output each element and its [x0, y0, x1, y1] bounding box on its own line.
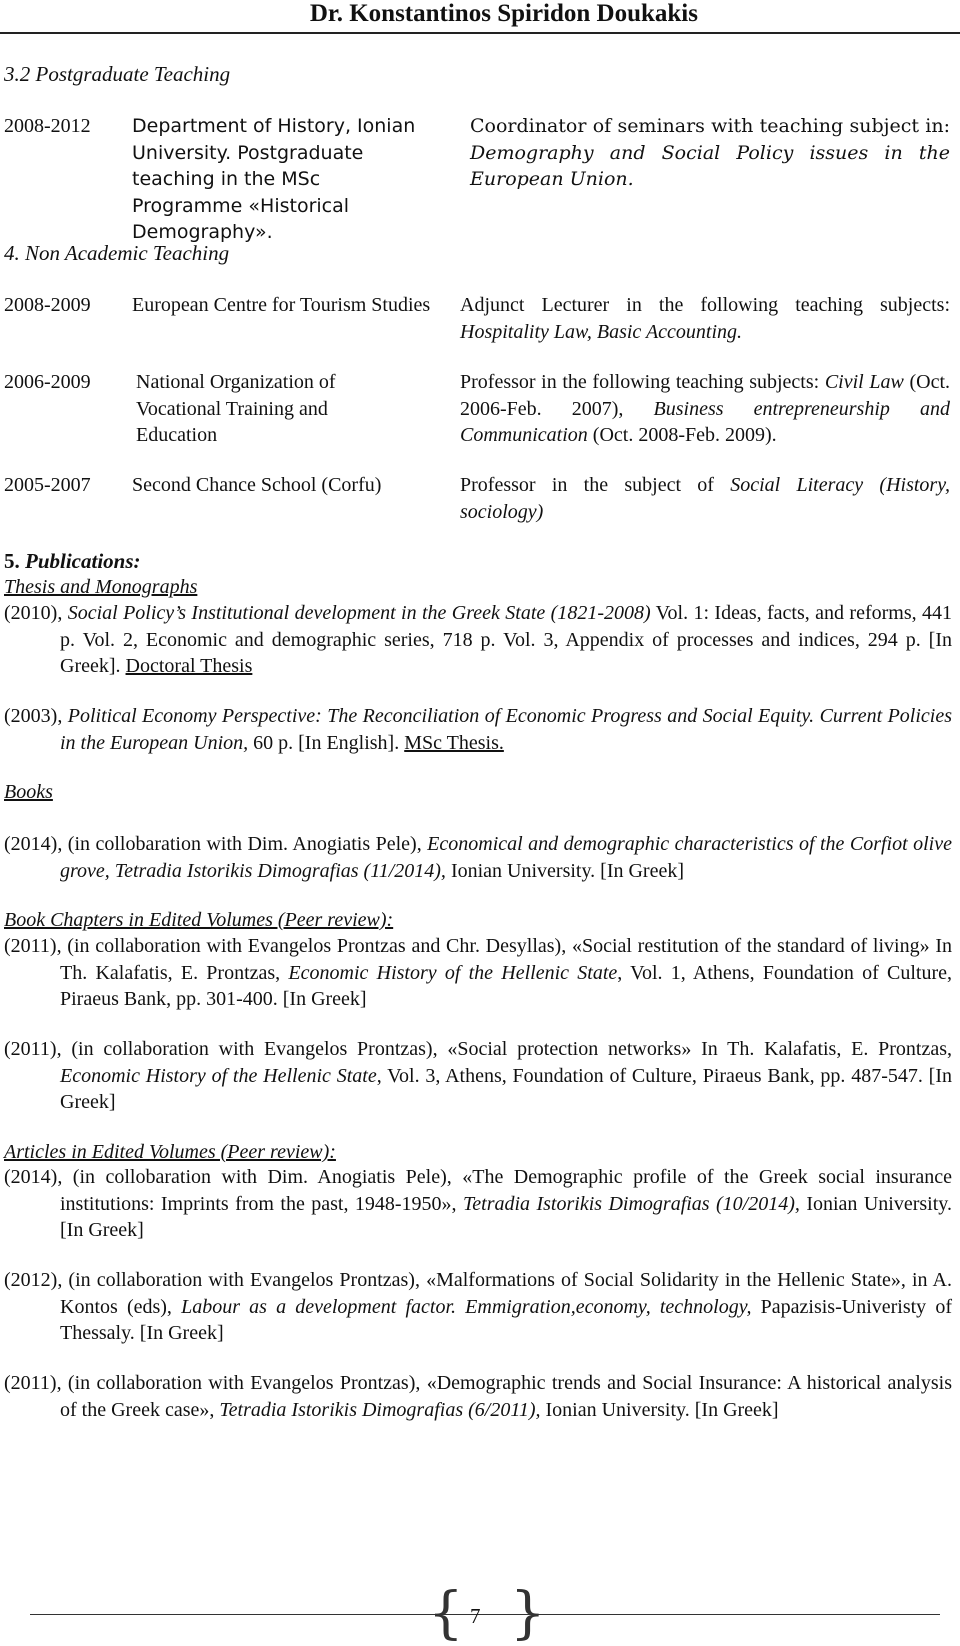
postgrad-desc-subject: Demography and Social Policy issues in the European Union. [470, 141, 950, 190]
postgrad-year: 2008-2012 [4, 115, 91, 137]
thesis-2-type: MSc Thesis. [404, 731, 504, 754]
thesis-1-details: Vol. 1: Ideas, facts, and reforms, 441 p. Vol. 2, Economic and demographic series, 718 p. Vol. 3, Appendix of processes and indices, 294 p. [In Greek]. [60, 602, 952, 677]
nonacad-desc-2-a: Professor in the following teaching subjects: [460, 371, 825, 393]
publications-label: Publications: [25, 549, 141, 573]
article-3-journal: Tetradia Istorikis Dimografias (6/2011), [219, 1398, 541, 1421]
header-rule [0, 32, 960, 34]
chapters-heading: Book Chapters in Edited Volumes (Peer review): [4, 909, 394, 931]
chapter-entry-2 [4, 1036, 952, 1116]
articles-heading: Articles in Edited Volumes (Peer review): [4, 1141, 336, 1163]
article-3-details: Ionian University. [In Greek] [540, 1398, 779, 1421]
left-brace-ornament: { [428, 1581, 464, 1646]
article-entry-1 [4, 1164, 952, 1244]
chapter-2-authors: (2011), (in collaboration with Evangelos Prontzas), «Social protection networks» In Th. Kalafatis, E. Prontzas, [4, 1038, 952, 1060]
nonacad-year-2: 2006-2009 [4, 371, 91, 393]
thesis-1-type: Doctoral Thesis [125, 655, 253, 677]
article-entry-2 [4, 1267, 952, 1347]
article-2-details: Papazisis-Univeristy of Thessaly. [In Greek] [60, 1295, 952, 1344]
postgrad-description [470, 113, 950, 193]
nonacad-desc-3-b: Social Literacy (History, sociology) [460, 474, 950, 523]
page-header [0, 0, 960, 36]
thesis-entry-2 [4, 703, 952, 756]
chapter-2-title: Economic History of the Hellenic State [60, 1064, 377, 1087]
nonacad-desc-2-b: Civil Law [824, 371, 904, 393]
book-1-authors: (2014), (in collobaration with Dim. Anogiatis Pele), [4, 833, 428, 855]
nonacad-desc-3-a: Professor in the subject of [460, 474, 731, 496]
author-name: Dr. Konstantinos Spiridon Doukakis [309, 0, 698, 27]
nonacad-desc-2-e: (Oct. 2008-Feb. 2009). [587, 424, 777, 446]
thesis-2-year: (2003), [4, 705, 68, 727]
article-2-authors: (2012), (in collaboration with Evangelos Prontzas), «Malformations of Social Solidarity in the Hellenic State», in A. Kontos (eds), [4, 1269, 952, 1318]
postgrad-institution: Department of History, Ionian University. Postgraduate teaching in the MSc Programme «Historical Demography». [132, 115, 416, 243]
nonacad-desc-1-subjects: Hospitality Law, Basic Accounting. [460, 320, 743, 343]
publications-num: 5. [4, 549, 25, 573]
thesis-1-title: Social Policy’s Institutional development in the Greek State (1821-2008) [67, 602, 651, 624]
nonacad-institution-1 [132, 292, 438, 319]
section-postgraduate-teaching-title: 3.2 Postgraduate Teaching [4, 62, 231, 86]
section-non-academic-title: 4. Non Academic Teaching [4, 241, 230, 265]
nonacad-desc-1-text: Adjunct Lecturer in the following teaching subjects: [460, 294, 950, 316]
nonacad-inst-1-text: European Centre for Tourism Studies [132, 294, 431, 316]
nonacad-desc-2-c: (Oct. 2006-Feb. 2007), [460, 371, 950, 420]
article-1-details: Ionian University. [In Greek] [60, 1192, 952, 1241]
chapter-1-authors: (2011), (in collaboration with Evangelos Prontzas and Chr. Desyllas), «Social restitution of the standard of living» In Th. Kalafatis, E. Prontzas, [4, 935, 952, 984]
chapter-1-details: , Vol. 1, Athens, Foundation of Culture, Piraeus Bank, pp. 301-400. [In Greek] [60, 961, 953, 1010]
nonacad-description-3 [460, 472, 950, 525]
thesis-entry-1 [4, 600, 952, 680]
article-1-journal: Tetradia Istorikis Dimografias (10/2014), [463, 1192, 800, 1215]
chapter-entry-1 [4, 933, 952, 1013]
nonacad-description-2 [460, 369, 950, 449]
book-entry-1 [4, 831, 952, 884]
nonacad-desc-2-d: Business entrepreneurship and Communication [460, 397, 950, 446]
article-3-authors: (2011), (in collaboration with Evangelos Prontzas), «Demographic trends and Social Insurance: A historical analysis of the Greek case», [4, 1372, 952, 1421]
thesis-2-title: Political Economy Perspective: The Reconciliation of Economic Progress and Social Equity. Current Policies in the European Union, [60, 705, 953, 754]
nonacad-institution-3: Second Chance School (Corfu) [132, 474, 382, 496]
right-brace-ornament: } [510, 1581, 546, 1646]
postgrad-desc-text: Coordinator of seminars with teaching subject in: [470, 115, 950, 137]
book-1-title: Economical and demographic characteristics of the Corfiot olive grove, Tetradia Istorikis Dimografias (11/2014), [60, 833, 952, 882]
footer-rule [30, 1614, 940, 1615]
article-2-book: Labour as a development factor. Emmigration,economy, technology, [181, 1295, 752, 1318]
section-publications-title [4, 548, 141, 575]
nonacad-year-1: 2008-2009 [4, 294, 91, 316]
nonacad-year-3: 2005-2007 [4, 474, 91, 496]
nonacad-description-1 [460, 292, 950, 345]
books-heading: Books [4, 781, 53, 803]
article-1-authors: (2014), (in collobaration with Dim. Anogiatis Pele), «The Demographic profile of the Greek social insurance institutions: Imprints from the past, 1948-1950», [4, 1166, 952, 1215]
page-number: 7 [470, 1604, 481, 1628]
thesis-1-year: (2010), [4, 602, 68, 624]
thesis-2-details: 60 p. [In English]. [248, 731, 405, 754]
article-entry-3 [4, 1370, 952, 1423]
chapter-1-title: Economic History of the Hellenic State [288, 961, 618, 984]
thesis-heading: Thesis and Monographs [4, 576, 198, 598]
nonacad-institution-2: National Organization of Vocational Training and Education [136, 371, 336, 446]
book-1-details: Ionian University. [In Greek] [445, 859, 685, 882]
chapter-2-details: , Vol. 3, Athens, Foundation of Culture, Piraeus Bank, pp. 487-547. [In Greek] [60, 1064, 952, 1113]
